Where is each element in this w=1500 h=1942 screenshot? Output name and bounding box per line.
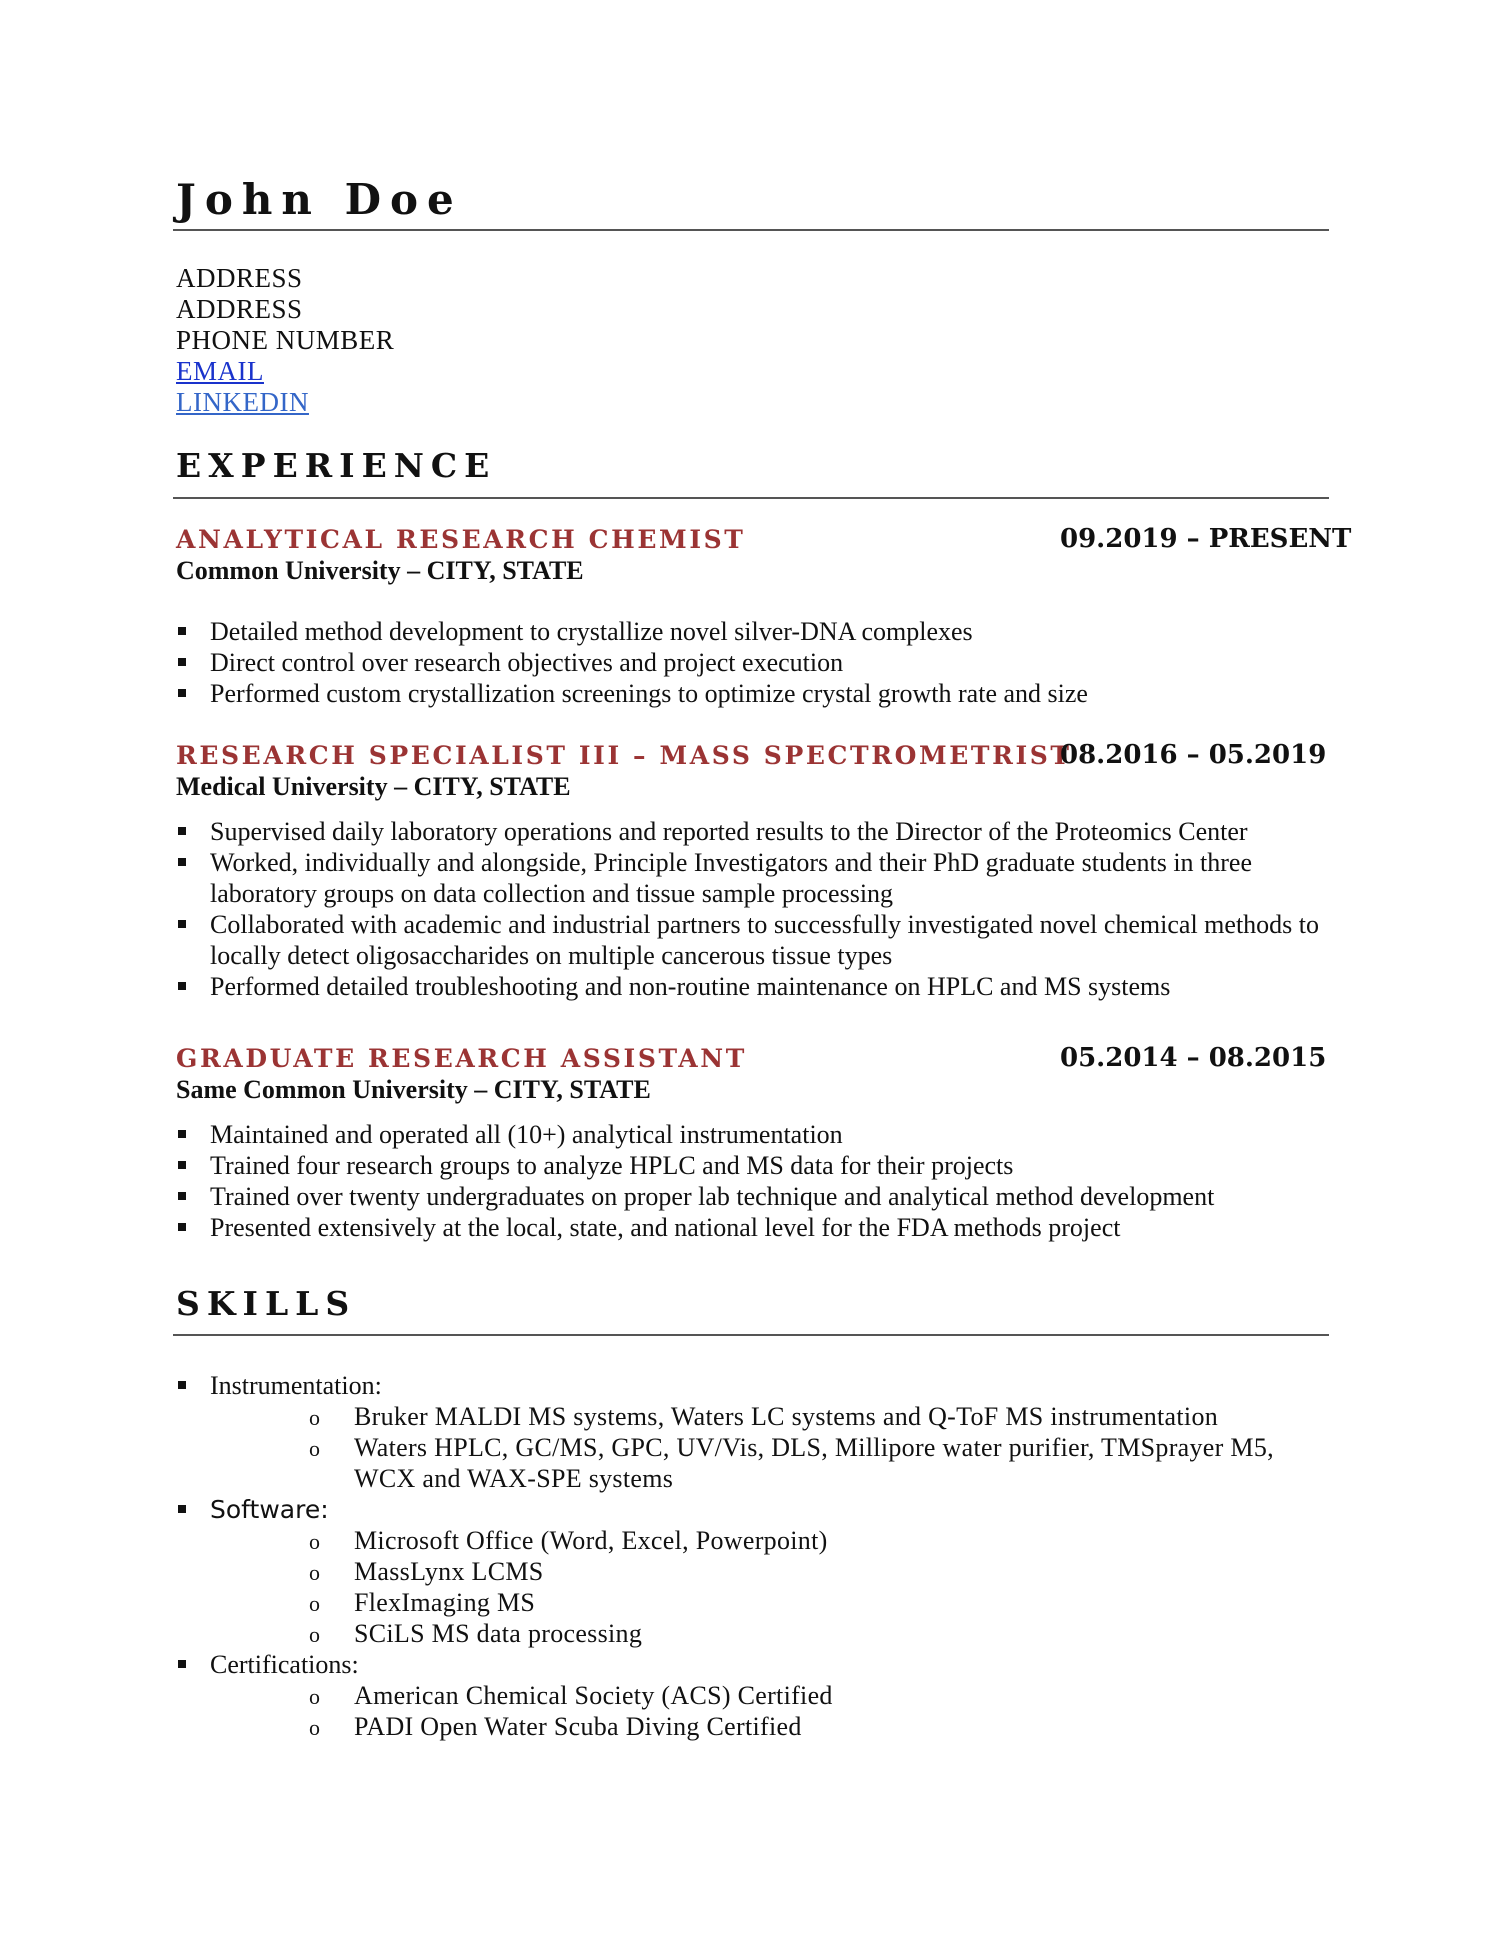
list-item: Direct control over research objectives and project execution: [176, 647, 1326, 678]
job-dates: 05.2014 – 08.2015: [1060, 1043, 1327, 1073]
experience-heading: EXPERIENCE: [176, 446, 497, 485]
skill-items: [176, 1401, 1326, 1494]
job-entry: [176, 524, 1352, 709]
job-bullets: [176, 616, 1326, 709]
list-item: Supervised daily laboratory operations and reported results to the Director of the Proteomics Center: [176, 816, 1326, 847]
skill-category: Instrumentation:: [176, 1370, 1326, 1401]
list-item: Trained over twenty undergraduates on proper lab technique and analytical method development: [176, 1181, 1326, 1212]
square-bullet-icon: [178, 1161, 186, 1169]
job-dates: 09.2019 – PRESENT: [1060, 524, 1352, 554]
list-item: Trained four research groups to analyze HPLC and MS data for their projects: [176, 1150, 1326, 1181]
square-bullet-icon: [178, 858, 186, 866]
square-bullet-icon: [178, 982, 186, 990]
skill-items: [176, 1680, 1326, 1742]
skill-category: Software:: [176, 1494, 1326, 1525]
square-bullet-icon: [178, 627, 186, 635]
list-item: o American Chemical Society (ACS) Certified: [176, 1680, 1326, 1711]
list-item: o Bruker MALDI MS systems, Waters LC systems and Q-ToF MS instrumentation: [176, 1401, 1326, 1432]
list-item: Presented extensively at the local, state, and national level for the FDA methods project: [176, 1212, 1326, 1243]
square-bullet-icon: [178, 1505, 186, 1513]
address-line-2: ADDRESS: [176, 294, 303, 324]
circle-bullet-icon: o: [309, 1529, 321, 1554]
square-bullet-icon: [178, 1130, 186, 1138]
list-item: o MassLynx LCMS: [176, 1556, 1326, 1587]
square-bullet-icon: [178, 1660, 186, 1668]
job-organization: Common University – CITY, STATE: [176, 556, 584, 585]
job-title: ANALYTICAL RESEARCH CHEMIST: [176, 525, 746, 554]
job-entry: [176, 740, 1326, 1002]
list-item: Maintained and operated all (10+) analytical instrumentation: [176, 1119, 1326, 1150]
list-item: o FlexImaging MS: [176, 1587, 1326, 1618]
job-dates: 08.2016 – 05.2019: [1060, 740, 1327, 770]
square-bullet-icon: [178, 658, 186, 666]
job-organization: Same Common University – CITY, STATE: [176, 1075, 651, 1104]
square-bullet-icon: [178, 1192, 186, 1200]
candidate-name: John Doe: [176, 175, 463, 224]
circle-bullet-icon: o: [309, 1405, 321, 1430]
job-title: RESEARCH SPECIALIST III – MASS SPECTROMETRIST: [176, 741, 1072, 770]
circle-bullet-icon: o: [309, 1591, 321, 1616]
job-bullets: [176, 816, 1326, 1002]
list-item: o Waters HPLC, GC/MS, GPC, UV/Vis, DLS, Millipore water purifier, TMSprayer M5, WCX and WAX-SPE systems: [309, 1433, 1274, 1493]
address-line-1: ADDRESS: [176, 263, 303, 293]
list-item: o Microsoft Office (Word, Excel, Powerpoint): [176, 1525, 1326, 1556]
phone-number: PHONE NUMBER: [176, 325, 395, 355]
square-bullet-icon: [178, 1223, 186, 1231]
linkedin-link[interactable]: LINKEDIN: [176, 387, 309, 417]
skills-divider: [173, 1334, 1329, 1336]
circle-bullet-icon: o: [309, 1436, 321, 1461]
experience-divider: [173, 497, 1329, 499]
list-item: o PADI Open Water Scuba Diving Certified: [176, 1711, 1326, 1742]
square-bullet-icon: [178, 1381, 186, 1389]
skills-list: [176, 1370, 1326, 1742]
job-bullets: [176, 1119, 1326, 1243]
skill-category: Certifications:: [176, 1649, 1326, 1680]
list-item: o SCiLS MS data processing: [176, 1618, 1326, 1649]
circle-bullet-icon: o: [309, 1560, 321, 1585]
email-link[interactable]: EMAIL: [176, 356, 264, 386]
list-item: Performed detailed troubleshooting and non-routine maintenance on HPLC and MS systems: [176, 971, 1326, 1002]
skills-heading: SKILLS: [176, 1284, 357, 1323]
header-divider: [173, 229, 1329, 231]
list-item: Collaborated with academic and industrial partners to successfully investigated novel chemical methods to locally detect oligosaccharides on multiple cancerous tissue types: [176, 909, 1326, 971]
job-entry: [176, 1043, 1326, 1243]
square-bullet-icon: [178, 827, 186, 835]
circle-bullet-icon: o: [309, 1715, 321, 1740]
job-title: GRADUATE RESEARCH ASSISTANT: [176, 1044, 747, 1073]
contact-block: [176, 263, 394, 418]
circle-bullet-icon: o: [309, 1622, 321, 1647]
square-bullet-icon: [178, 689, 186, 697]
square-bullet-icon: [178, 920, 186, 928]
list-item: Performed custom crystallization screenings to optimize crystal growth rate and size: [176, 678, 1326, 709]
job-organization: Medical University – CITY, STATE: [176, 772, 571, 801]
skill-items: [176, 1525, 1326, 1649]
list-item: Detailed method development to crystallize novel silver-DNA complexes: [176, 616, 1326, 647]
circle-bullet-icon: o: [309, 1684, 321, 1709]
list-item: Worked, individually and alongside, Principle Investigators and their PhD graduate students in three laboratory groups on data collection and tissue sample processing: [176, 847, 1326, 909]
